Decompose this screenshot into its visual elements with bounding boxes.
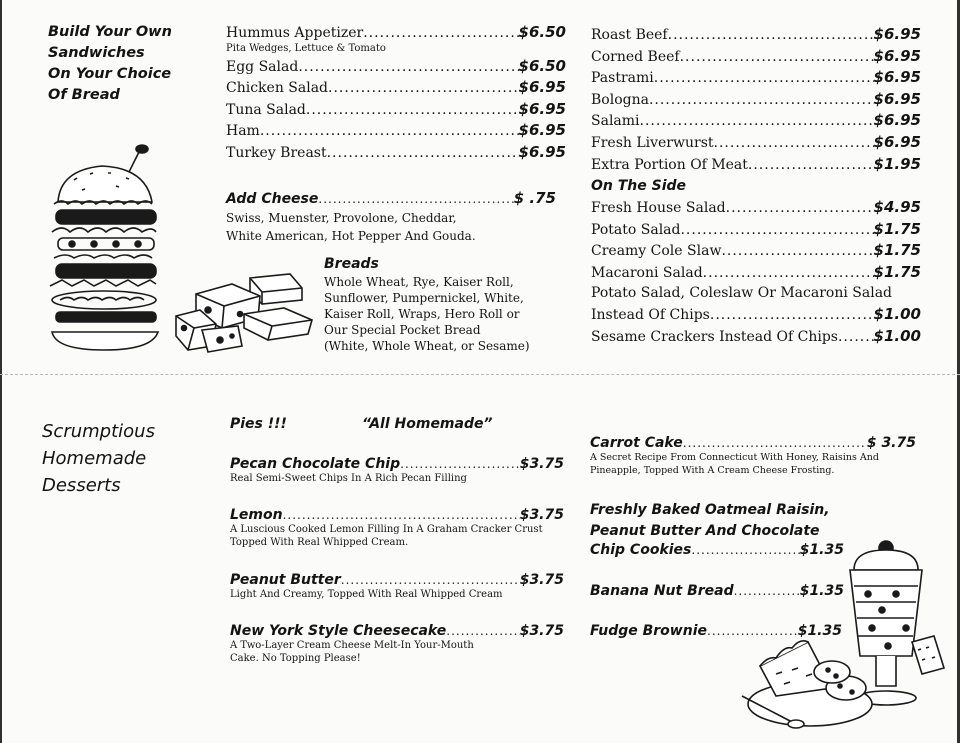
cookies-heading: Freshly Baked Oatmeal Raisin, Peanut Butter And Chocolate — [590, 502, 830, 539]
carrot-cake-item: Carrot Cake ..... $ 3.75 A Secret Recipe From Connecticut With Honey, Raisins And Pineapple, Topped With A Cream Cheese Frosting. — [590, 435, 916, 477]
item-description: Pita Wedges, Lettuce & Tomato — [226, 42, 386, 54]
menu-item: Hummus Appetizer ..... $6.50 — [226, 22, 566, 44]
menu-item: Potato Salad ..... $1.75 — [591, 219, 921, 241]
on-the-side-heading: On The Side — [591, 178, 687, 194]
page-fold-line — [0, 374, 960, 375]
pies-heading: Pies !!! — [230, 416, 287, 432]
menu-item: Macaroni Salad ..... $1.75 — [591, 262, 921, 284]
menu-item: Creamy Cole Slaw ..... $1.75 — [591, 240, 921, 262]
menu-item: Sesame Crackers Instead Of Chips ..... $1.00 — [591, 326, 921, 348]
menu-item: Salami ..... $6.95 — [591, 110, 921, 132]
add-cheese: Add Cheese ..... $ .75 Swiss, Muenster, Provolone, Cheddar, White American, Hot Pepper And Gouda. — [226, 188, 556, 245]
menu-item: Roast Beef ..... $6.95 — [591, 24, 921, 46]
breads-heading: Breads — [324, 256, 379, 272]
menu-item: Pastrami ..... $6.95 — [591, 67, 921, 89]
menu-item: Ham ..... $6.95 — [226, 120, 566, 142]
pie-item: New York Style Cheesecake ..... $3.75 A Two-Layer Cream Cheese Melt-In Your-Mouth Cake. No Topping Please! — [230, 623, 564, 665]
menu-item: Instead Of Chips ..... $1.00 — [591, 304, 921, 326]
menu-item: Egg Salad ..... $6.50 — [226, 56, 566, 78]
sandwich-section-heading: Build Your Own Sandwiches On Your Choice Of Bread — [48, 24, 172, 103]
on-the-side-section: On The Side Fresh House Salad ..... $4.95 Potato Salad ..... $1.75 Creamy Cole Slaw ..... $1.75 Macaroni Salad ..... $1.75 Potato Salad, Coleslaw Or Macaroni Salad Instead Of Chips ..... $1.00 Sesame Crackers Instead Of Chips ..... $1.00 — [591, 176, 921, 347]
fudge-brownie-item: Fudge Brownie ..... $1.35 — [590, 623, 842, 639]
menu-item: Bologna ..... $6.95 — [591, 89, 921, 111]
menu-item: Extra Portion Of Meat ..... $1.95 — [591, 154, 921, 176]
pie-item: Pecan Chocolate Chip ..... $3.75 Real Semi-Sweet Chips In A Rich Pecan Filling — [230, 456, 564, 485]
sandwich-illustration — [46, 140, 164, 352]
pie-item: Lemon ..... $3.75 A Luscious Cooked Lemon Filling In A Graham Cracker Crust Topped With Real Whipped Cream. — [230, 507, 564, 549]
breads-section: Breads Whole Wheat, Rye, Kaiser Roll, Sunflower, Pumpernickel, White, Kaiser Roll, Wraps, Hero Roll or Our Special Pocket Bread (White, Whole Wheat, or Sesame) — [324, 254, 534, 354]
menu-item: Fresh Liverwurst ..... $6.95 — [591, 132, 921, 154]
pie-item: Peanut Butter ..... $3.75 Light And Creamy, Topped With Real Whipped Cream — [230, 572, 564, 601]
dessert-illustration — [736, 536, 948, 736]
pies-tagline: “All Homemade” — [362, 416, 493, 432]
desserts-section-heading: Scrumptious Homemade Desserts — [42, 421, 155, 496]
cookies-item: Chip Cookies ..... $1.35 — [590, 542, 844, 558]
menu-item: Fresh House Salad ..... $4.95 — [591, 197, 921, 219]
banana-bread-item: Banana Nut Bread ..... $1.35 — [590, 583, 844, 599]
cheese-illustration — [172, 270, 316, 354]
menu-item: Corned Beef ..... $6.95 — [591, 46, 921, 68]
left-page-edge — [0, 0, 2, 743]
sandwich-list-a — [226, 22, 566, 164]
menu-item: Turkey Breast ..... $6.95 — [226, 142, 566, 164]
sandwich-list-b — [591, 24, 921, 175]
menu-item: Chicken Salad ..... $6.95 — [226, 77, 566, 99]
menu-item: Tuna Salad ..... $6.95 — [226, 99, 566, 121]
